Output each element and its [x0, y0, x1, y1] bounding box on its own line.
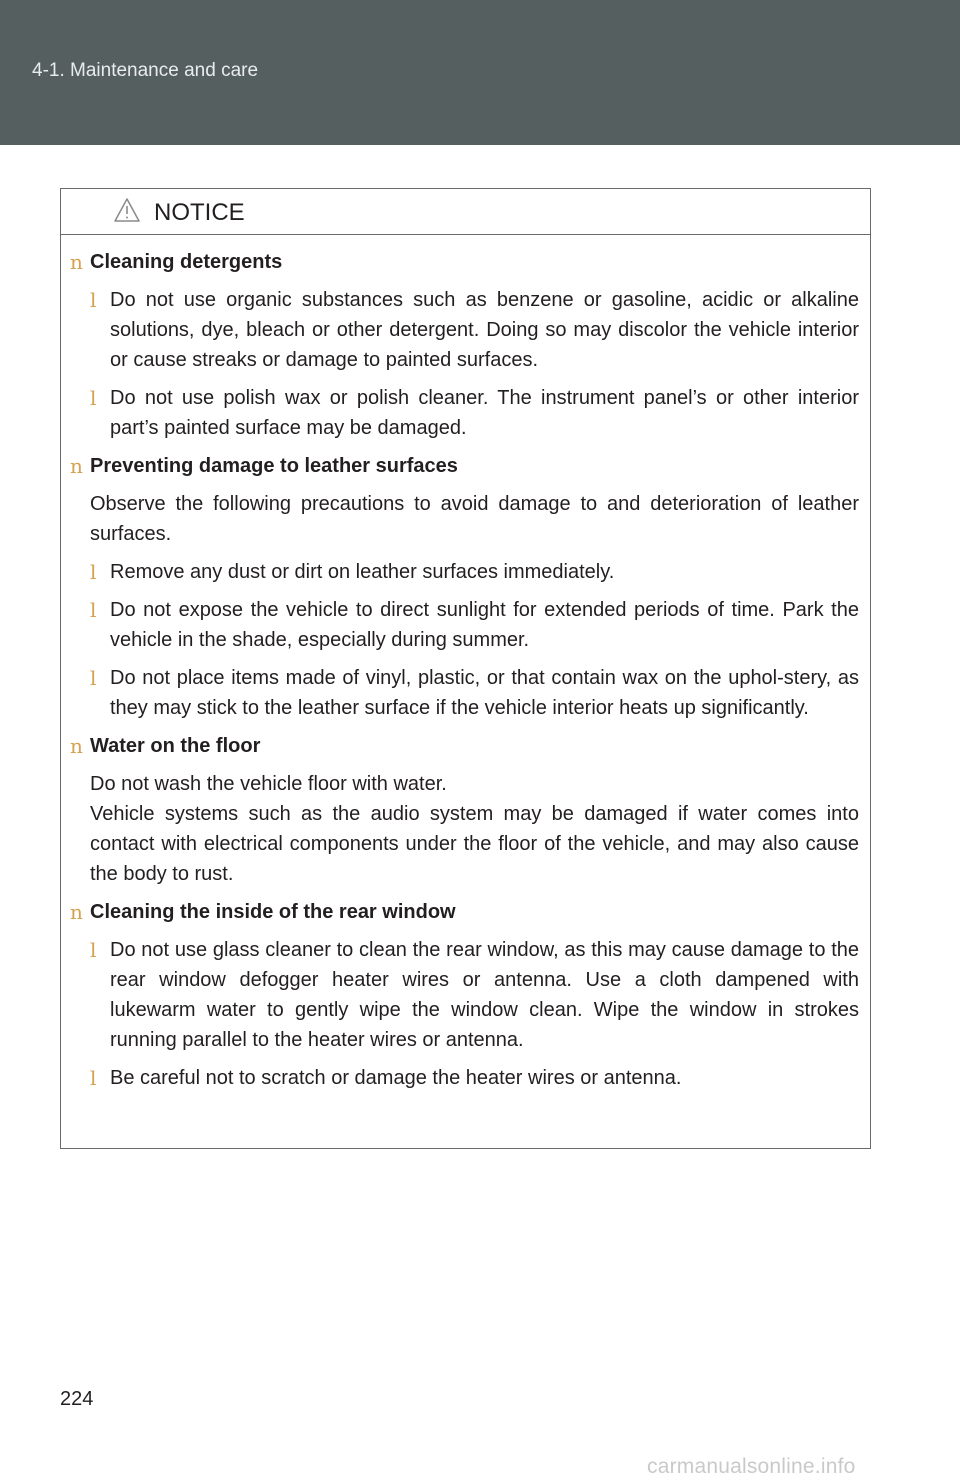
section-heading: n Cleaning detergents: [61, 247, 870, 277]
warning-triangle-icon: [113, 197, 141, 223]
bullet-item: l Be careful not to scratch or damage the heater wires or antenna.: [61, 1063, 870, 1093]
bullet-marker: l: [90, 386, 97, 410]
body-paragraph: Do not wash the vehicle floor with water.: [90, 773, 447, 795]
bullet-item: l Do not place items made of vinyl, plastic, or that contain wax on the uphol-stery, as they may stick to the leather surface if the vehicle interior heats up significantly.: [61, 663, 870, 723]
section-marker: n: [70, 900, 83, 924]
bullet-item: l Do not use polish wax or polish cleaner. The instrument panel’s or other interior part’s painted surface may be damaged.: [61, 383, 870, 443]
section-marker: n: [70, 250, 83, 274]
section-heading: n Water on the floor: [61, 731, 870, 761]
bullet-item: l Remove any dust or dirt on leather surfaces immediately.: [61, 557, 870, 587]
bullet-marker: l: [90, 666, 97, 690]
section-heading: n Cleaning the inside of the rear window: [61, 897, 870, 927]
watermark: carmanualsonline.info: [647, 1455, 856, 1478]
bullet-marker: l: [90, 560, 97, 584]
section-heading: n Preventing damage to leather surfaces: [61, 451, 870, 481]
bullet-marker: l: [90, 1066, 97, 1090]
body-paragraph: Vehicle systems such as the audio system may be damaged if water comes into contact with electrical components under the floor of the vehicle, and may also cause the body to rust.: [90, 803, 859, 885]
notice-box: [60, 188, 871, 1149]
section-intro: Observe the following precautions to avoid damage to and deterioration of leather surfaces.: [90, 493, 859, 545]
page-header: [0, 0, 960, 145]
bullet-item: l Do not use organic substances such as benzene or gasoline, acidic or alkaline solutions, dye, bleach or other detergent. Doing so may discolor the vehicle interior or cause streaks or damage to painted surfaces.: [61, 285, 870, 375]
notice-header: [61, 189, 870, 235]
bullet-item: l Do not use glass cleaner to clean the rear window, as this may cause damage to the rear window defogger heater wires or antenna. Use a cloth dampened with lukewarm water to gently wipe the window clean. Wipe the window in strokes running parallel to the heater wires or antenna.: [61, 935, 870, 1055]
bullet-marker: l: [90, 938, 97, 962]
bullet-marker: l: [90, 598, 97, 622]
section-marker: n: [70, 454, 83, 478]
notice-title: NOTICE: [154, 199, 245, 226]
bullet-item: l Do not expose the vehicle to direct sunlight for extended periods of time. Park the vehicle in the shade, especially during summer.: [61, 595, 870, 655]
notice-content: [61, 247, 870, 1101]
section-marker: n: [70, 734, 83, 758]
section-title: 4-1. Maintenance and care: [32, 60, 259, 81]
page-number: 224: [60, 1388, 94, 1410]
bullet-marker: l: [90, 288, 97, 312]
